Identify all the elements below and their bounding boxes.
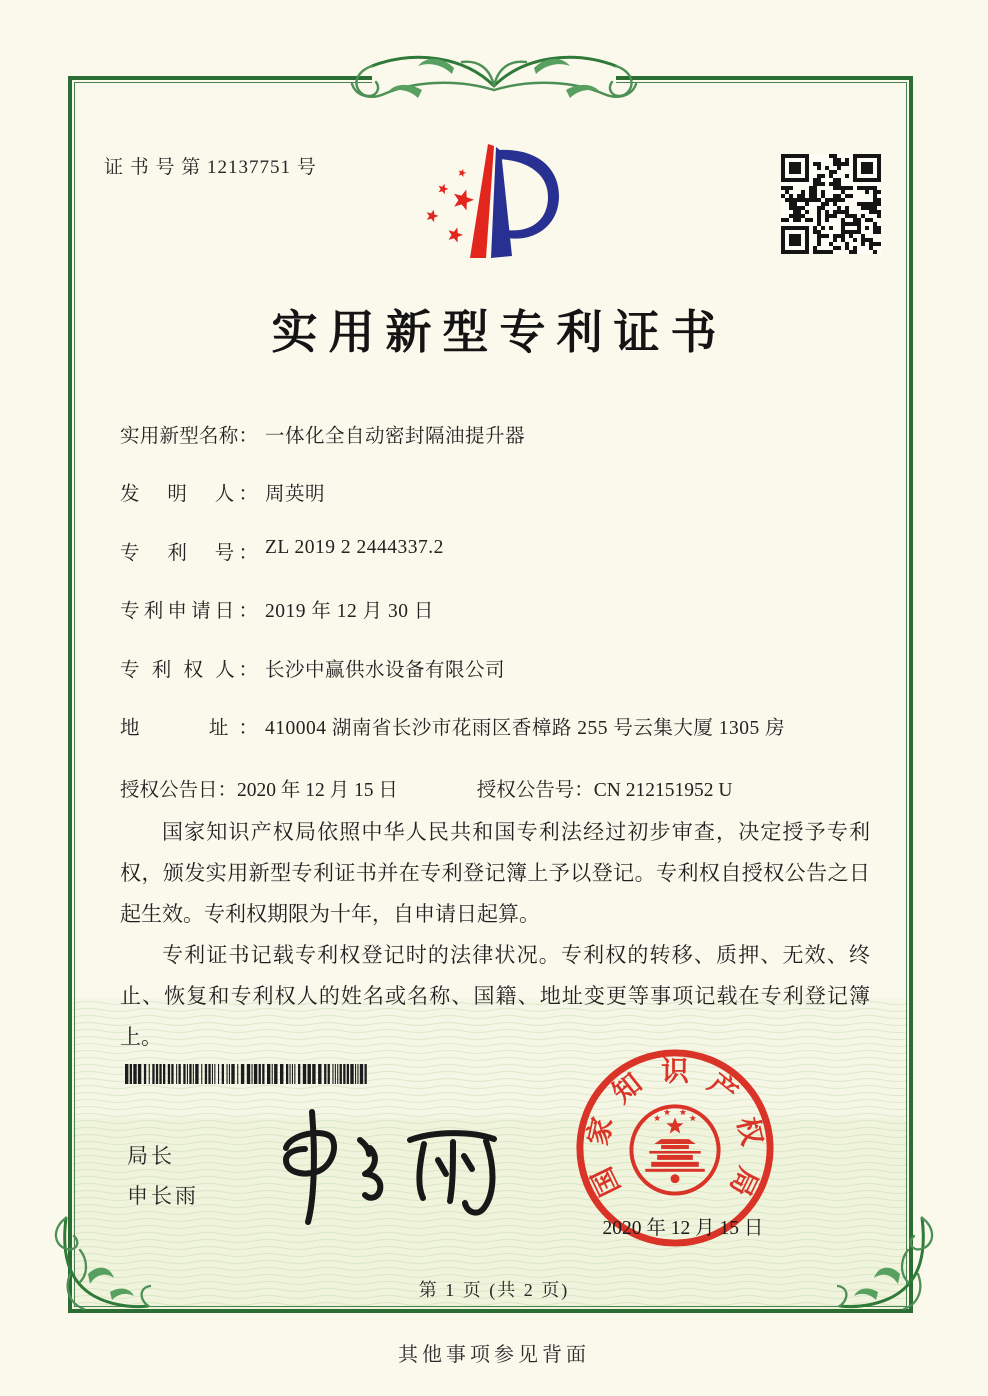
field-row-utility-name bbox=[120, 420, 525, 448]
field-value: 一体化全自动密封隔油提升器 bbox=[265, 426, 526, 447]
certificate-title: 实用新型专利证书 bbox=[271, 307, 728, 358]
legal-paragraph-2: 专利证书记载专利权登记时的法律状况。专利权的转移、质押、无效、终止、恢复和专利权人的姓名或名称、国籍、地址变更等事项记载在专利登记簿上。 bbox=[120, 943, 870, 1049]
grant-date-label: 授权公告日： bbox=[120, 780, 238, 801]
barcode bbox=[125, 1064, 368, 1084]
legal-paragraph-1: 国家知识产权局依照中华人民共和国专利法经过初步审查，决定授予专利权，颁发实用新型专利证书并在专利登记簿上予以登记。专利权自授权公告之日起生效。专利权期限为十年，自申请日起算。 bbox=[120, 820, 870, 926]
field-label: 发 明 人： bbox=[120, 484, 258, 505]
certificate-number: 证 书 号 第 12137751 号 bbox=[104, 157, 317, 178]
cnipa-patent-logo-icon bbox=[415, 134, 565, 266]
back-note: 其他事项参见背面 bbox=[398, 1344, 590, 1366]
field-label: 专利申请日： bbox=[120, 601, 258, 622]
svg-text:知: 知 bbox=[606, 1067, 648, 1109]
field-row-grant bbox=[120, 774, 732, 802]
grant-no-label: 授权公告号： bbox=[476, 780, 594, 801]
field-row-filing-date bbox=[120, 595, 434, 623]
svg-text:识: 识 bbox=[661, 1055, 689, 1087]
grant-no-value: CN 212151952 U bbox=[593, 780, 733, 801]
field-row-patentee bbox=[120, 654, 505, 682]
svg-text:局: 局 bbox=[724, 1162, 765, 1201]
bottom-left-ornament-icon bbox=[36, 1216, 151, 1318]
field-label: 实用新型名称： bbox=[120, 426, 258, 447]
field-row-inventor bbox=[120, 478, 325, 506]
field-row-patent-no bbox=[120, 537, 444, 565]
bottom-right-ornament-icon bbox=[837, 1216, 952, 1318]
svg-text:产: 产 bbox=[702, 1067, 744, 1109]
field-value: ZL 2019 2 2444337.2 bbox=[265, 537, 444, 558]
page-number: 第 1 页 (共 2 页) bbox=[418, 1280, 570, 1300]
field-label: 专 利 号： bbox=[120, 543, 258, 564]
seal-date: 2020 年 12 月 15 日 bbox=[602, 1218, 764, 1239]
legal-text bbox=[120, 812, 870, 1058]
svg-text:家: 家 bbox=[581, 1114, 619, 1149]
signatory-title: 局长 bbox=[127, 1144, 175, 1168]
field-row-address bbox=[120, 712, 785, 740]
qr-code-icon bbox=[781, 154, 881, 254]
grant-date-value: 2020 年 12 月 15 日 bbox=[237, 780, 398, 801]
director-signature bbox=[272, 1108, 502, 1226]
signatory-name: 申长雨 bbox=[127, 1184, 199, 1208]
field-label: 专 利 权 人： bbox=[120, 660, 258, 681]
field-value: 410004 湖南省长沙市花雨区香樟路 255 号云集大厦 1305 房 bbox=[265, 718, 786, 739]
national-emblem-icon bbox=[631, 1106, 718, 1193]
top-flourish-ornament-icon bbox=[334, 38, 654, 118]
field-value: 周英明 bbox=[265, 484, 326, 505]
field-label: 地 址： bbox=[120, 718, 258, 739]
field-value: 长沙中赢供水设备有限公司 bbox=[265, 660, 506, 681]
svg-text:国: 国 bbox=[585, 1162, 626, 1201]
svg-text:权: 权 bbox=[731, 1114, 769, 1149]
field-value: 2019 年 12 月 30 日 bbox=[265, 601, 434, 622]
